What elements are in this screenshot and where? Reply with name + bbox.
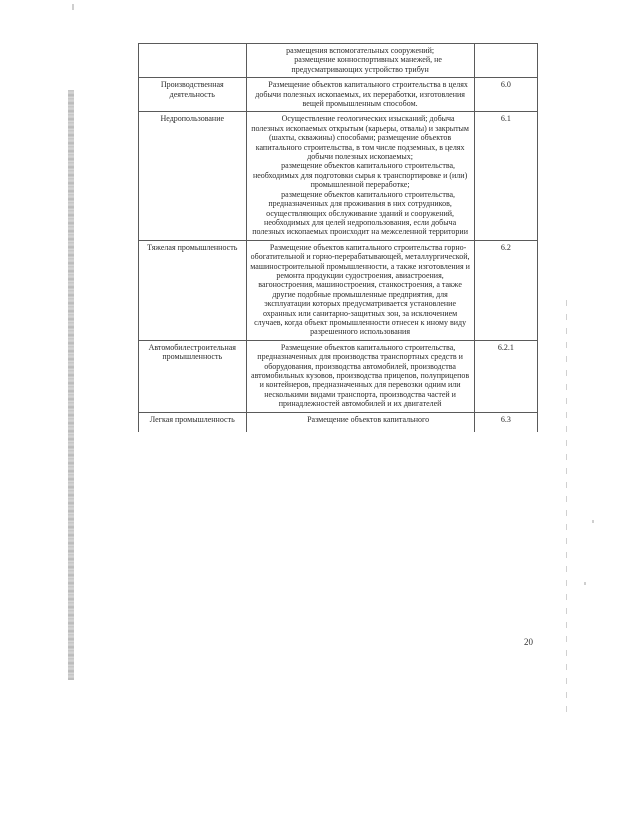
- description-paragraph: размещение объектов капитального строительства, предназначенных для проживания в них сотрудников, осуществляющих обслуживание зданий и сооружений, необходимых для целей недропользования, если добыча полезных ископаемых происходит на межселенной территории: [252, 189, 468, 237]
- use-code-cell: [474, 44, 537, 78]
- description-paragraph: Размещение объектов капитального строительства в целях добычи полезных ископаемых, их переработки, изготовления вещей промышленным способом.: [255, 80, 468, 109]
- land-use-table: [138, 43, 538, 432]
- description-paragraph: Размещение объектов капитального строительства, предназначенных для производства транспортных средств и оборудования, производства автомобилей, производства автомобильных кузовов, производства прицепов, полуприцепов и контейнеров, предназначенных для перевозки одним или несколькими видами транспорта, производства частей и принадлежностей автомобилей и их двигателей: [251, 342, 470, 409]
- use-code-cell: 6.3: [474, 412, 537, 432]
- description-paragraph: Осуществление геологических изысканий; добыча полезных ископаемых открытым (карьеры, отвалы) и закрытым (шахты, скважины) способами; размещение объектов капитального строительства, в том числе подземных, в целях добычи полезных ископаемых;: [251, 114, 469, 162]
- use-description-cell: [246, 340, 474, 412]
- use-name-cell: [139, 44, 247, 78]
- use-code-cell: 6.2: [474, 240, 537, 340]
- description-paragraph: размещение объектов капитального строительства, необходимых для подготовки сырья к транспортировке и (или) промышленной переработке;: [252, 161, 468, 190]
- use-name-cell: Производственная деятельность: [139, 78, 247, 112]
- table-row: [139, 340, 538, 412]
- use-description-cell: [246, 240, 474, 340]
- table-row: [139, 240, 538, 340]
- description-paragraph: размещения вспомогательных сооружений;: [286, 46, 435, 55]
- scan-right-edge: [566, 300, 567, 720]
- table-row: [139, 412, 538, 432]
- use-code-cell: 6.1: [474, 112, 537, 240]
- table-row: [139, 44, 538, 78]
- use-description-cell: [246, 112, 474, 240]
- table-row: [139, 112, 538, 240]
- use-description-cell: [246, 44, 474, 78]
- use-name-cell: Автомобилестроительная промышленность: [139, 340, 247, 412]
- use-name-cell: Легкая промышленность: [139, 412, 247, 432]
- use-description-cell: [246, 412, 474, 432]
- use-code-cell: 6.0: [474, 78, 537, 112]
- description-paragraph: размещение конноспортивных манежей, не предусматривающих устройство трибун: [291, 55, 442, 74]
- description-paragraph: Размещение объектов капитального: [307, 414, 430, 424]
- page-number: 20: [524, 637, 533, 647]
- scan-mark: [584, 582, 586, 585]
- scan-mark: [72, 4, 74, 10]
- use-code-cell: 6.2.1: [474, 340, 537, 412]
- description-paragraph: Размещение объектов капитального строительства горно-обогатительной и горно-перерабатывающей, металлургической, машиностроительной промышленности, а также изготовления и ремонта продукции судостроения, авиастроения, вагоностроения, машиностроения, станкостроения, а также другие подобные промышленные предприятия, для эксплуатации которых предусматривается установление охранных или санитарно-защитных зон, за исключением случаев, когда объект промышленности отнесен к иному виду разрешенного использования: [250, 242, 470, 337]
- table-row: [139, 78, 538, 112]
- use-name-cell: Тяжелая промышленность: [139, 240, 247, 340]
- use-name-cell: Недропользование: [139, 112, 247, 240]
- scan-mark: [592, 520, 594, 523]
- scan-edge-artifact: [68, 90, 74, 680]
- use-description-cell: [246, 78, 474, 112]
